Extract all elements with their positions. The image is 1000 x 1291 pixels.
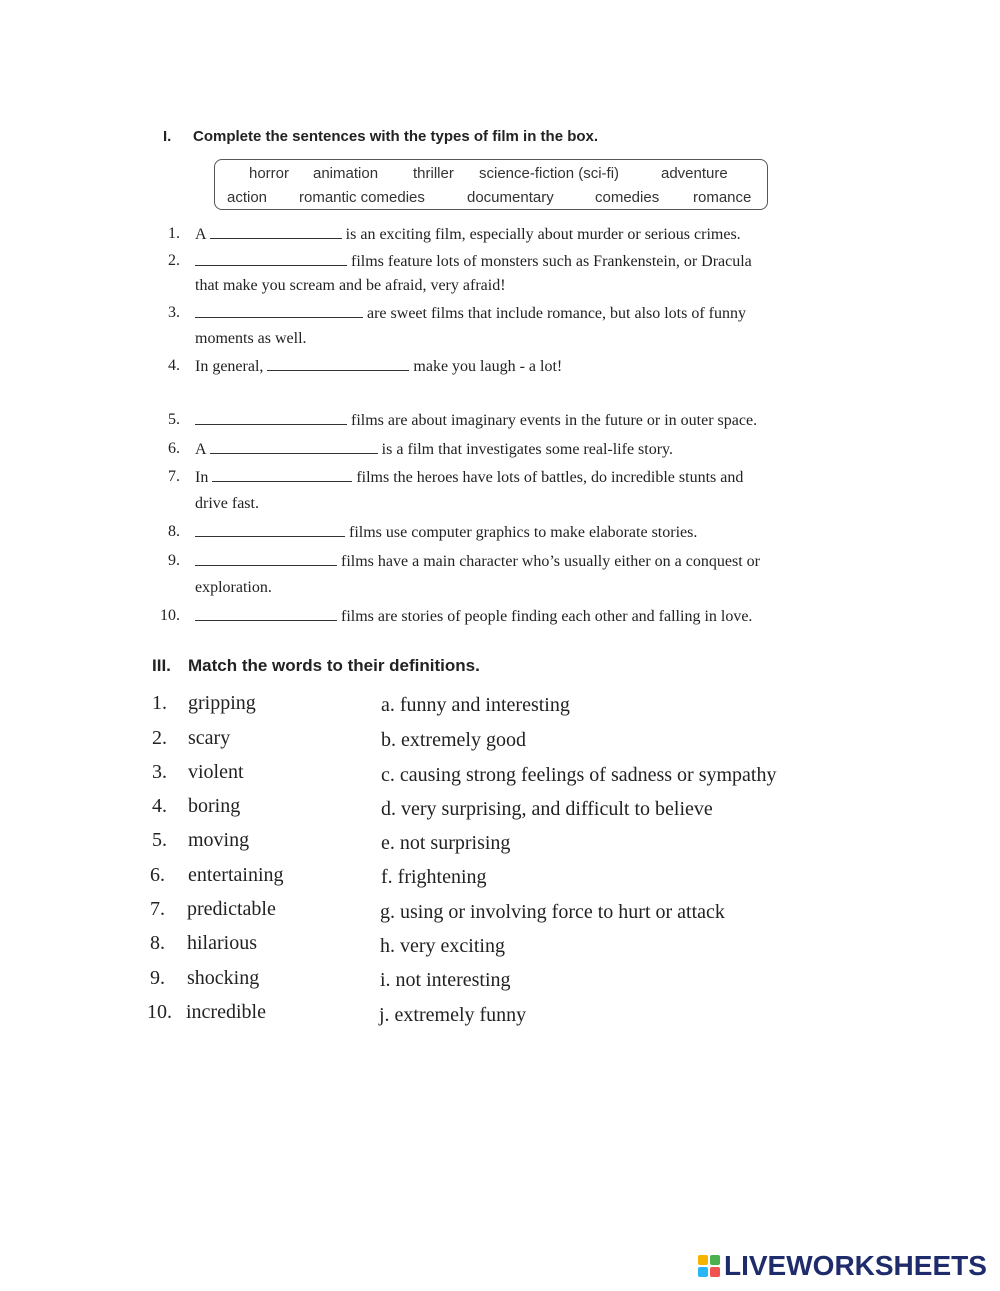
match-word[interactable]: boring — [188, 795, 241, 817]
box-word: romantic comedies — [299, 189, 425, 206]
match-definition[interactable]: c. causing strong feelings of sadness or sympathy — [381, 764, 777, 786]
box-word: documentary — [467, 189, 554, 206]
answer-blank[interactable] — [210, 439, 378, 454]
match-word[interactable]: moving — [188, 829, 250, 851]
box-word: comedies — [595, 189, 660, 206]
film-types-box — [214, 159, 768, 210]
match-word[interactable]: hilarious — [187, 932, 257, 954]
match-word[interactable]: gripping — [188, 692, 256, 714]
box-word: action — [227, 189, 268, 206]
box-word: adventure — [661, 165, 728, 182]
logo-grid-icon — [698, 1255, 720, 1277]
answer-blank[interactable] — [195, 251, 347, 266]
match-definition[interactable]: e. not surprising — [381, 832, 511, 854]
box-word: thriller — [413, 165, 454, 182]
match-definition[interactable]: j. extremely funny — [379, 1004, 527, 1026]
answer-blank[interactable] — [212, 467, 352, 482]
match-definition[interactable]: d. very surprising, and difficult to believe — [381, 798, 713, 820]
section-1-number: I. — [163, 128, 172, 145]
match-definition[interactable]: f. frightening — [381, 866, 487, 888]
box-word: horror — [249, 165, 290, 182]
match-word[interactable]: violent — [188, 761, 244, 783]
box-word: science-fiction (sci-fi) — [479, 165, 620, 182]
section-1-title: Complete the sentences with the types of film in the box. — [193, 128, 599, 145]
answer-blank[interactable] — [195, 522, 345, 537]
match-word[interactable]: shocking — [187, 967, 260, 989]
section-3-number: III. — [152, 656, 171, 675]
match-definition[interactable]: a. funny and interesting — [381, 694, 570, 716]
match-word[interactable]: scary — [188, 727, 231, 749]
section-3-title: Match the words to their definitions. — [188, 656, 480, 675]
match-definition[interactable]: i. not interesting — [380, 969, 511, 991]
match-definition[interactable]: g. using or involving force to hurt or attack — [380, 901, 725, 923]
liveworksheets-logo — [698, 1248, 987, 1284]
match-definition[interactable]: h. very exciting — [380, 935, 505, 957]
match-word[interactable]: entertaining — [188, 864, 284, 886]
box-word: romance — [693, 189, 752, 206]
answer-blank[interactable] — [195, 606, 337, 621]
answer-blank[interactable] — [267, 356, 409, 371]
section-1-heading — [163, 128, 598, 145]
answer-blank[interactable] — [195, 303, 363, 318]
answer-blank[interactable] — [195, 551, 337, 566]
match-word[interactable]: predictable — [187, 898, 276, 920]
match-definition[interactable]: b. extremely good — [381, 729, 526, 751]
logo-text: LIVEWORKSHEETS — [724, 1250, 987, 1281]
box-word: animation — [313, 165, 379, 182]
answer-blank[interactable] — [210, 224, 342, 239]
answer-blank[interactable] — [195, 410, 347, 425]
match-word[interactable]: incredible — [186, 1001, 266, 1023]
section-3-heading — [152, 656, 480, 676]
